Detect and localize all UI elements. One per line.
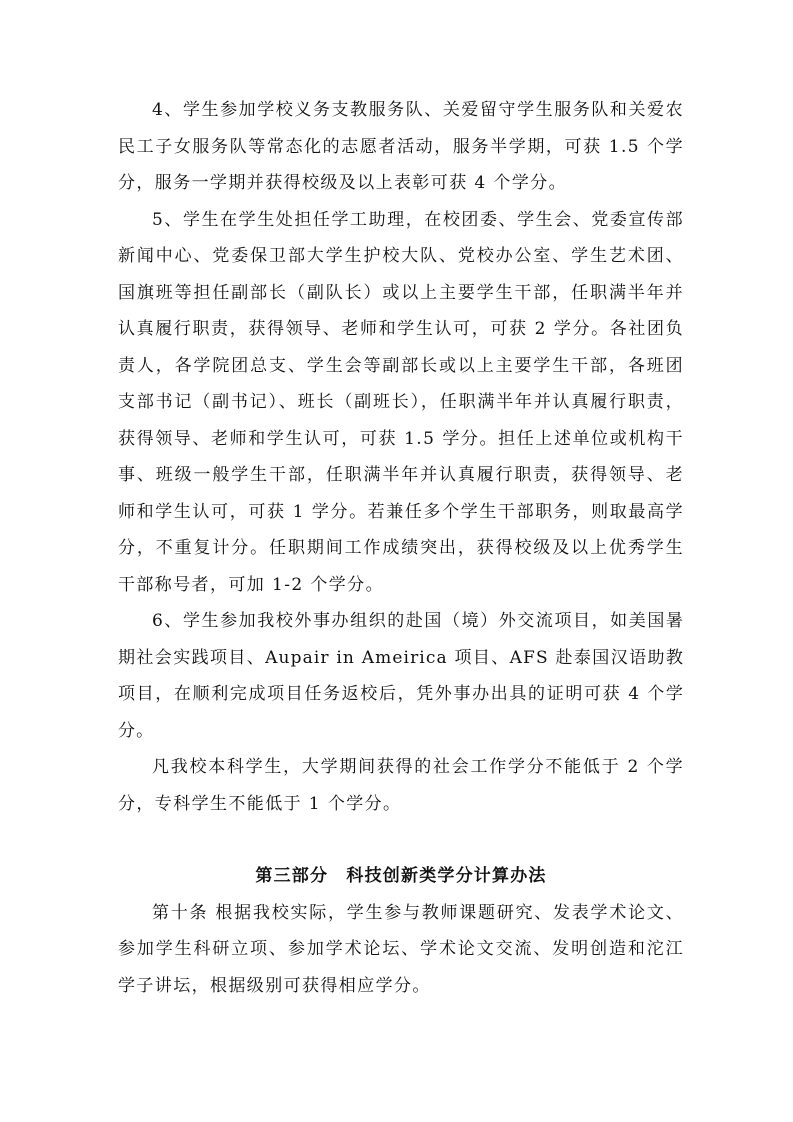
paragraph-volunteer-service: 4、学生参加学校义务支教服务队、关爱留守学生服务队和关爱农民工子女服务队等常态化的志愿者活动，服务半学期，可获 1.5 个学分，服务一学期并获得校级及以上表彰可获 4 个学分。: [118, 100, 684, 193]
paragraph-exchange-program: 6、学生参加我校外事办组织的赴国（境）外交流项目，如美国暑期社会实践项目、Aupair in Ameirica 项目、AFS 赴泰国汉语助教项目，在顺利完成项目任务返校后，凭外事办出具的证明可获 4 个学分。: [118, 611, 684, 741]
paragraph-article-ten: 第十条 根据我校实际，学生参与教师课题研究、发表学术论文、参加学生科研立项、参加学术论坛、学术论文交流、发明创造和沱江学子讲坛，根据级别可获得相应学分。: [118, 902, 684, 996]
paragraph-student-cadre: 5、学生在学生处担任学工助理，在校团委、学生会、党委宣传部新闻中心、党委保卫部大学生护校大队、党校办公室、学生艺术团、国旗班等担任副部长（副队长）或以上主要学生干部，任职满半年并认真履行职责，获得领导、老师和学生认可，可获 2 学分。各社团负责人，各学院团总支、学生会等副部长或以上主要学生干部，各班团支部书记（副书记）、班长（副班长），任职满半年并认真履行职责，获得领导、老师和学生认可，可获 1.5 学分。担任上述单位或机构干事、班级一般学生干部，任职满半年并认真履行职责，获得领导、老师和学生认可，可获 1 学分。若兼任多个学生干部职务，则取最高学分，不重复计分。任职期间工作成绩突出，获得校级及以上优秀学生干部称号者，可加 1-2 个学分。: [118, 209, 684, 595]
section-heading: 第三部分 科技创新类学分计算办法: [255, 866, 547, 886]
document-body: [118, 92, 684, 1004]
paragraph-minimum-credits: 凡我校本科学生，大学期间获得的社会工作学分不能低于 2 个学分，专科学生不能低于 1 个学分。: [118, 757, 684, 814]
